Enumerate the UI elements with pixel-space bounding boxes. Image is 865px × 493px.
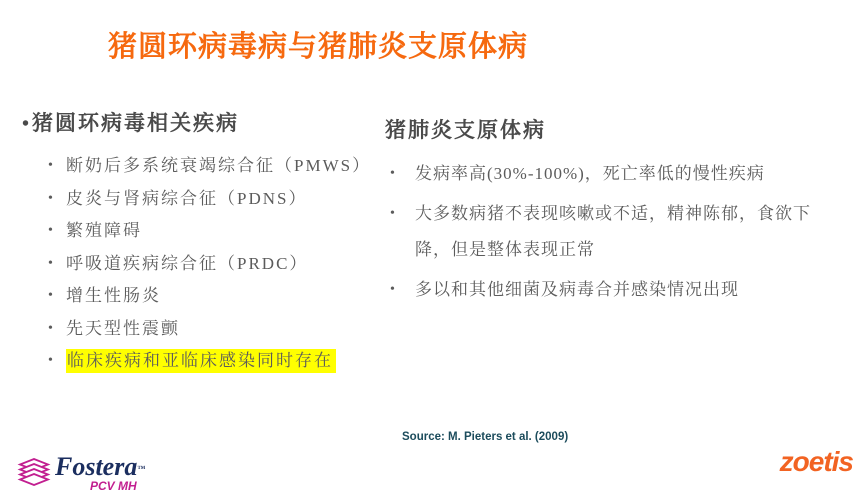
- bullet-icon: •: [48, 190, 53, 206]
- right-section-title: 猪肺炎支原体病: [385, 118, 546, 142]
- list-item: [48, 215, 378, 248]
- list-item: [48, 313, 378, 346]
- list-item-text: 发病率高(30%-100%)，死亡率低的慢性疾病: [415, 164, 765, 183]
- list-item-text: 增生性肠炎: [66, 286, 161, 305]
- right-section-header: [385, 114, 546, 144]
- left-bullet-list: [48, 150, 378, 378]
- list-item-text: 大多数病猪不表现咳嗽或不适，精神陈郁，食欲下降，但是整体表现正常: [415, 204, 811, 259]
- fostera-product-label: PCV MH: [90, 479, 137, 493]
- list-item: [48, 280, 378, 313]
- list-item: [390, 156, 848, 192]
- bullet-icon: •: [390, 282, 395, 297]
- list-item-text: 呼吸道疾病综合征（PRDC）: [66, 253, 309, 273]
- list-item-text: 先天型性震颤: [66, 318, 180, 338]
- list-item-text: 断奶后多系统衰竭综合征（PMWS）: [66, 156, 372, 175]
- list-item-text: 多以和其他细菌及病毒合并感染情况出现: [415, 280, 739, 299]
- list-item: [48, 248, 378, 281]
- bullet-icon: •: [48, 288, 53, 303]
- list-item: [48, 150, 378, 183]
- trademark-symbol: ™: [137, 464, 146, 473]
- bullet-icon: •: [390, 206, 395, 221]
- list-item: [48, 345, 378, 378]
- fostera-wordmark: Fostera™: [55, 452, 146, 481]
- fostera-logo: [18, 454, 145, 491]
- left-section-header: [22, 107, 239, 137]
- page-title: 猪圆环病毒病与猪肺炎支原体病: [108, 31, 529, 63]
- bullet-icon: •: [48, 223, 53, 238]
- bullet-icon: •: [48, 320, 53, 336]
- list-item-text: 皮炎与肾病综合征（PDNS）: [66, 188, 308, 208]
- bullet-icon: •: [390, 166, 395, 181]
- bullet-icon: •: [48, 255, 53, 271]
- list-item-text: 繁殖障碍: [66, 221, 142, 240]
- list-item: [390, 196, 848, 268]
- right-bullet-list: [390, 156, 848, 312]
- left-section-title: 猪圆环病毒相关疾病: [32, 111, 240, 135]
- zoetis-logo: zoetis: [779, 446, 853, 477]
- source-citation: Source: M. Pieters et al. (2009): [402, 431, 569, 443]
- bullet-icon: •: [48, 353, 53, 368]
- highlighted-list-item-text: 临床疾病和亚临床感染同时存在: [66, 349, 336, 373]
- list-item: [48, 183, 378, 216]
- fostera-diamond-icon: [18, 458, 50, 491]
- bullet-icon: •: [48, 158, 53, 173]
- bullet-icon: •: [22, 113, 32, 135]
- list-item: [390, 272, 848, 308]
